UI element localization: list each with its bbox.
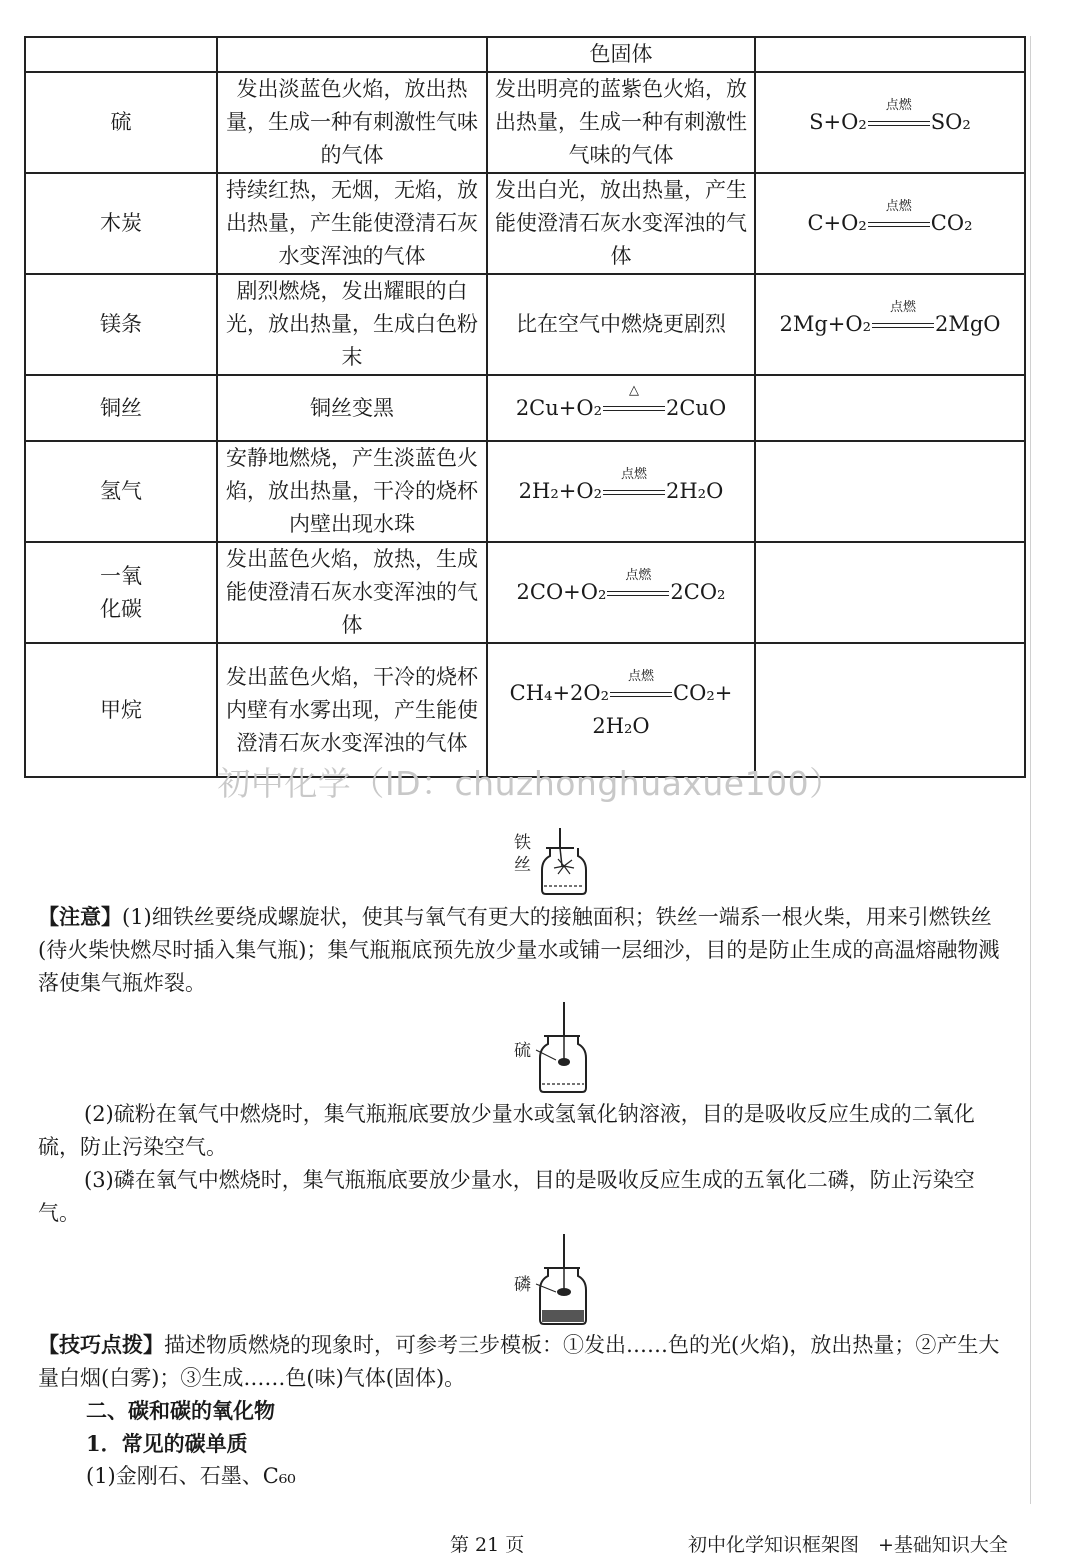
equation-cell [755,274,1025,375]
air-phenomenon: 发出淡蓝色火焰，放出热量，生成一种有刺激性气味的气体 [217,72,487,173]
table-row [25,441,1025,542]
equation-products: 2CuO [666,395,727,420]
equation-reactants: 2H₂+O₂ [518,479,602,503]
table-cell [755,375,1025,441]
substance-name: 一氧 化碳 [25,542,217,643]
equation [807,198,973,240]
note-text: (1)细铁丝要绕成螺旋状，使其与氧气有更大的接触面积；铁丝一端系一根火柴，用来引燃铁丝(待火柴快燃尽时插入集气瓶)；集气瓶瓶底预先放少量水或铺一层细沙，目的是防止生成的高温熔融物溅落使集气瓶炸裂。 [38,905,1000,995]
equation [509,668,733,710]
equation [518,466,724,508]
table-cell [217,37,487,72]
phosphorus-figure [512,1232,592,1328]
equal-sign-arrow [603,466,665,498]
air-phenomenon: 铜丝变黑 [217,375,487,441]
note-paragraph-2 [38,1098,1016,1230]
gas-bottle-icon [512,1232,592,1328]
equation-products: CO₂+ [673,681,733,705]
reaction-condition: 点燃 [885,198,912,214]
equal-sign-arrow [872,299,934,331]
figure-label-part: 磷 [514,1275,531,1295]
equation-reactants: 2Mg+O₂ [779,312,871,336]
reaction-condition: △ [629,383,639,398]
equation-cell [755,173,1025,274]
table-row [25,643,1025,777]
table-cell: 色固体 [487,37,755,72]
equation-reactants: C+O₂ [807,211,867,235]
equal-sign-arrow [610,668,672,700]
equal-sign-arrow [603,383,665,414]
note-heading: 【注意】 [38,904,122,929]
equation [516,567,726,609]
reaction-condition: 点燃 [885,97,912,113]
table-row [25,375,1025,441]
substance-name: 铜丝 [25,375,217,441]
equation-products-continued: 2H₂O [592,714,650,738]
equation-products: CO₂ [930,211,973,235]
equation-cell [487,375,755,441]
equation-cell [487,542,755,643]
list-item: (1)金刚石、石墨、C₆₀ [86,1464,296,1488]
section-heading: 二、碳和碳的氧化物 [86,1398,275,1423]
equation-products: SO₂ [930,110,971,134]
equation-products: 2CO₂ [670,580,726,604]
sulfur-figure [512,1000,592,1096]
subsection-heading: 1．常见的碳单质 [86,1431,248,1456]
equation-cell [755,72,1025,173]
oxygen-phenomenon: 发出明亮的蓝紫色火焰，放出热量，生成一种有刺激性气味的气体 [487,72,755,173]
equation-reactants: CH₄+2O₂ [509,681,610,705]
reaction-condition: 点燃 [620,466,647,482]
table-cell [755,542,1025,643]
equation-reactants: 2CO+O₂ [516,580,607,604]
tip-text: 描述物质燃烧的现象时，可参考三步模板：①发出……色的光(火焰)，放出热量；②产生大量白烟(白雾)；③生成……色(味)气体(固体)。 [38,1333,1000,1390]
equation-products: 2MgO [935,312,1001,336]
air-phenomenon: 安静地燃烧，产生淡蓝色火焰，放出热量，干冷的烧杯内壁出现水珠 [217,441,487,542]
note-paragraph-1 [38,900,1016,1000]
air-phenomenon: 发出蓝色火焰，干冷的烧杯内壁有水雾出现，产生能使澄清石灰水变浑浊的气体 [217,643,487,777]
oxygen-phenomenon: 比在空气中燃烧更剧烈 [487,274,755,375]
equation-reactants: S+O₂ [809,110,867,134]
air-phenomenon: 持续红热，无烟，无焰，放出热量，产生能使澄清石灰水变浑浊的气体 [217,173,487,274]
equation [809,97,971,139]
reaction-condition: 点燃 [628,668,655,684]
figure-label-part: 铁 [514,833,531,853]
figure-label-part: 丝 [514,855,531,875]
substance-name: 甲烷 [25,643,217,777]
iron-wire-figure [508,826,592,896]
air-phenomenon: 发出蓝色火焰，放热，生成能使澄清石灰水变浑浊的气体 [217,542,487,643]
table-cell [755,37,1025,72]
equation [515,383,727,425]
equal-sign-arrow [868,97,930,129]
table-cell [25,37,217,72]
table-row [25,274,1025,375]
equation-reactants: 2Cu+O₂ [515,395,602,420]
table-cell [755,643,1025,777]
oxygen-phenomenon: 发出白光，放出热量，产生能使澄清石灰水变浑浊的气体 [487,173,755,274]
equal-sign-arrow [868,198,930,230]
reaction-condition: 点燃 [625,567,652,583]
equation [779,299,1001,341]
figure-label-part: 硫 [514,1041,531,1061]
note-text: (3)磷在氧气中燃烧时，集气瓶瓶底要放少量水，目的是吸收反应生成的五氧化二磷，防止污染空气。 [38,1168,975,1225]
air-phenomenon: 剧烈燃烧，发出耀眼的白光，放出热量，生成白色粉末 [217,274,487,375]
footer-title: 初中化学知识框架图 +基础知识大全 [688,1534,1008,1556]
tip-heading: 【技巧点拨】 [38,1332,164,1357]
table-cell [755,441,1025,542]
reaction-condition: 点燃 [889,299,916,315]
substance-name: 硫 [25,72,217,173]
substance-name: 木炭 [25,173,217,274]
equation-cell [487,643,755,777]
table-row [25,542,1025,643]
note-text: (2)硫粉在氧气中燃烧时，集气瓶瓶底要放少量水或氢氧化钠溶液，目的是吸收反应生成的二氧化硫，防止污染空气。 [38,1102,975,1159]
gas-bottle-icon [508,826,592,896]
equation-products: 2H₂O [666,479,724,503]
equation-cell [487,441,755,542]
substance-name: 氢气 [25,441,217,542]
table-row [25,37,1025,72]
table-row [25,173,1025,274]
combustion-table [24,36,1026,778]
tip-paragraph [38,1328,1016,1395]
watermark: 初中化学（ID：chuzhonghuaxue100） [217,764,843,803]
table-row [25,72,1025,173]
equal-sign-arrow [607,567,669,599]
gas-bottle-icon [512,1000,592,1096]
page-number: 第 21 页 [450,1534,525,1556]
substance-name: 镁条 [25,274,217,375]
